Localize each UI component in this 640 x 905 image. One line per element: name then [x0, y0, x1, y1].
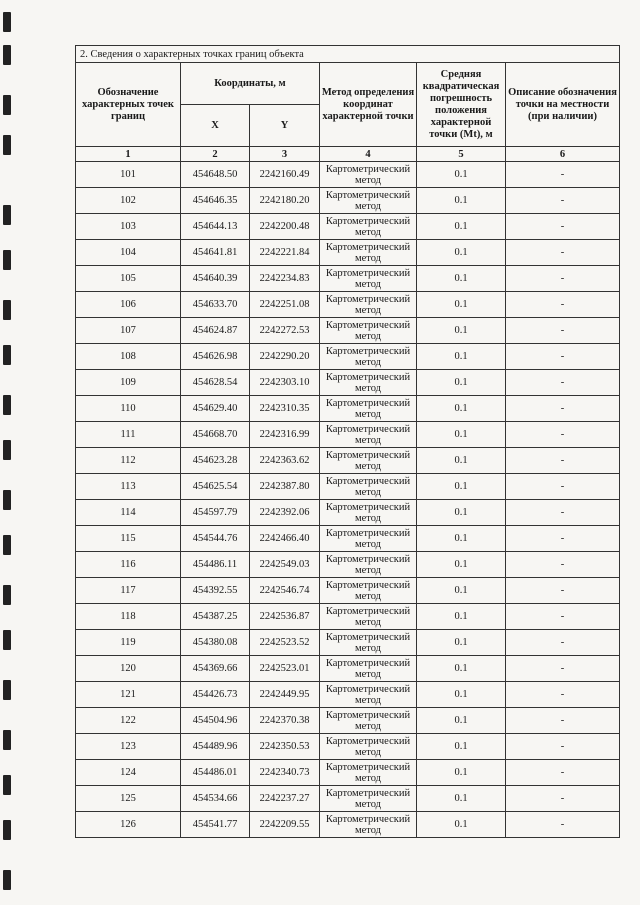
coord-x-cell: 454624.87 [181, 318, 250, 344]
coord-y-cell: 2242221.84 [250, 240, 320, 266]
section-title: 2. Сведения о характерных точках границ объекта [76, 46, 620, 63]
table-row [76, 630, 620, 656]
column-number: 2 [181, 147, 250, 162]
mt-error-cell: 0.1 [417, 448, 506, 474]
mt-error-cell: 0.1 [417, 682, 506, 708]
point-id-cell: 122 [76, 708, 181, 734]
method-cell: Картометрический метод [320, 760, 417, 786]
coord-y-cell: 2242523.52 [250, 630, 320, 656]
description-cell: - [506, 578, 620, 604]
coord-x-cell: 454392.55 [181, 578, 250, 604]
method-cell: Картометрический метод [320, 578, 417, 604]
coord-y-cell: 2242200.48 [250, 214, 320, 240]
binding-hole [3, 135, 11, 155]
header-x: X [181, 105, 250, 147]
coord-y-cell: 2242549.03 [250, 552, 320, 578]
mt-error-cell: 0.1 [417, 526, 506, 552]
binding-hole [3, 205, 11, 225]
point-id-cell: 101 [76, 162, 181, 188]
method-cell: Картометрический метод [320, 448, 417, 474]
mt-error-cell: 0.1 [417, 240, 506, 266]
header-description: Описание обозначения точки на местности (при наличии) [506, 63, 620, 147]
coord-x-cell: 454504.96 [181, 708, 250, 734]
coord-y-cell: 2242392.06 [250, 500, 320, 526]
point-id-cell: 108 [76, 344, 181, 370]
mt-error-cell: 0.1 [417, 604, 506, 630]
mt-error-cell: 0.1 [417, 812, 506, 838]
description-cell: - [506, 760, 620, 786]
description-cell: - [506, 214, 620, 240]
column-number: 5 [417, 147, 506, 162]
point-id-cell: 114 [76, 500, 181, 526]
binding-hole [3, 300, 11, 320]
coord-x-cell: 454668.70 [181, 422, 250, 448]
header-coordinates: Координаты, м [181, 63, 320, 105]
coord-x-cell: 454489.96 [181, 734, 250, 760]
method-cell: Картометрический метод [320, 344, 417, 370]
description-cell: - [506, 630, 620, 656]
binding-hole [3, 345, 11, 365]
description-cell: - [506, 162, 620, 188]
mt-error-cell: 0.1 [417, 734, 506, 760]
point-id-cell: 112 [76, 448, 181, 474]
table-row [76, 188, 620, 214]
coord-x-cell: 454623.28 [181, 448, 250, 474]
method-cell: Картометрический метод [320, 552, 417, 578]
coord-y-cell: 2242237.27 [250, 786, 320, 812]
coord-x-cell: 454597.79 [181, 500, 250, 526]
coord-y-cell: 2242290.20 [250, 344, 320, 370]
binding-hole [3, 440, 11, 460]
point-id-cell: 103 [76, 214, 181, 240]
coord-y-cell: 2242523.01 [250, 656, 320, 682]
header-y: Y [250, 105, 320, 147]
point-id-cell: 119 [76, 630, 181, 656]
method-cell: Картометрический метод [320, 500, 417, 526]
coord-x-cell: 454648.50 [181, 162, 250, 188]
table-row [76, 578, 620, 604]
coord-y-cell: 2242251.08 [250, 292, 320, 318]
description-cell: - [506, 266, 620, 292]
mt-error-cell: 0.1 [417, 786, 506, 812]
table-row [76, 656, 620, 682]
description-cell: - [506, 396, 620, 422]
point-id-cell: 124 [76, 760, 181, 786]
coord-x-cell: 454426.73 [181, 682, 250, 708]
boundary-points-table [75, 45, 620, 838]
description-cell: - [506, 812, 620, 838]
point-id-cell: 106 [76, 292, 181, 318]
method-cell: Картометрический метод [320, 708, 417, 734]
method-cell: Картометрический метод [320, 526, 417, 552]
method-cell: Картометрический метод [320, 266, 417, 292]
table-row [76, 682, 620, 708]
description-cell: - [506, 500, 620, 526]
column-number: 1 [76, 147, 181, 162]
mt-error-cell: 0.1 [417, 370, 506, 396]
mt-error-cell: 0.1 [417, 708, 506, 734]
mt-error-cell: 0.1 [417, 500, 506, 526]
coord-y-cell: 2242340.73 [250, 760, 320, 786]
table-row [76, 786, 620, 812]
table-row [76, 214, 620, 240]
coord-x-cell: 454544.76 [181, 526, 250, 552]
table-row [76, 552, 620, 578]
coord-y-cell: 2242546.74 [250, 578, 320, 604]
coord-x-cell: 454629.40 [181, 396, 250, 422]
description-cell: - [506, 708, 620, 734]
coord-y-cell: 2242303.10 [250, 370, 320, 396]
coord-y-cell: 2242316.99 [250, 422, 320, 448]
description-cell: - [506, 370, 620, 396]
method-cell: Картометрический метод [320, 214, 417, 240]
coord-y-cell: 2242272.53 [250, 318, 320, 344]
description-cell: - [506, 604, 620, 630]
table-row [76, 344, 620, 370]
coord-x-cell: 454541.77 [181, 812, 250, 838]
coord-x-cell: 454486.01 [181, 760, 250, 786]
binding-hole [3, 535, 11, 555]
coord-x-cell: 454626.98 [181, 344, 250, 370]
description-cell: - [506, 786, 620, 812]
coord-x-cell: 454644.13 [181, 214, 250, 240]
coord-x-cell: 454633.70 [181, 292, 250, 318]
column-number: 4 [320, 147, 417, 162]
description-cell: - [506, 474, 620, 500]
binding-hole [3, 395, 11, 415]
point-id-cell: 126 [76, 812, 181, 838]
coord-x-cell: 454646.35 [181, 188, 250, 214]
coord-x-cell: 454380.08 [181, 630, 250, 656]
point-id-cell: 117 [76, 578, 181, 604]
binding-hole [3, 45, 11, 65]
table-row [76, 162, 620, 188]
point-id-cell: 102 [76, 188, 181, 214]
description-cell: - [506, 422, 620, 448]
method-cell: Картометрический метод [320, 292, 417, 318]
point-id-cell: 115 [76, 526, 181, 552]
mt-error-cell: 0.1 [417, 630, 506, 656]
binding-hole [3, 12, 11, 32]
point-id-cell: 121 [76, 682, 181, 708]
table-row [76, 422, 620, 448]
binding-holes [0, 0, 22, 905]
method-cell: Картометрический метод [320, 656, 417, 682]
coord-y-cell: 2242209.55 [250, 812, 320, 838]
table-row [76, 474, 620, 500]
coord-x-cell: 454486.11 [181, 552, 250, 578]
method-cell: Картометрический метод [320, 630, 417, 656]
mt-error-cell: 0.1 [417, 266, 506, 292]
column-number: 6 [506, 147, 620, 162]
coord-y-cell: 2242536.87 [250, 604, 320, 630]
table-row [76, 292, 620, 318]
column-number: 3 [250, 147, 320, 162]
binding-hole [3, 775, 11, 795]
method-cell: Картометрический метод [320, 396, 417, 422]
binding-hole [3, 680, 11, 700]
description-cell: - [506, 188, 620, 214]
description-cell: - [506, 240, 620, 266]
table-row [76, 448, 620, 474]
mt-error-cell: 0.1 [417, 162, 506, 188]
mt-error-cell: 0.1 [417, 656, 506, 682]
table-row [76, 370, 620, 396]
point-id-cell: 104 [76, 240, 181, 266]
point-id-cell: 107 [76, 318, 181, 344]
mt-error-cell: 0.1 [417, 318, 506, 344]
coord-x-cell: 454640.39 [181, 266, 250, 292]
point-id-cell: 123 [76, 734, 181, 760]
mt-error-cell: 0.1 [417, 344, 506, 370]
method-cell: Картометрический метод [320, 682, 417, 708]
method-cell: Картометрический метод [320, 604, 417, 630]
table-row [76, 526, 620, 552]
point-id-cell: 113 [76, 474, 181, 500]
mt-error-cell: 0.1 [417, 188, 506, 214]
coord-y-cell: 2242449.95 [250, 682, 320, 708]
coord-y-cell: 2242234.83 [250, 266, 320, 292]
description-cell: - [506, 292, 620, 318]
point-id-cell: 105 [76, 266, 181, 292]
coord-y-cell: 2242363.62 [250, 448, 320, 474]
mt-error-cell: 0.1 [417, 474, 506, 500]
table-row [76, 266, 620, 292]
method-cell: Картометрический метод [320, 734, 417, 760]
binding-hole [3, 820, 11, 840]
point-id-cell: 110 [76, 396, 181, 422]
point-id-cell: 120 [76, 656, 181, 682]
description-cell: - [506, 448, 620, 474]
header-method: Метод определения координат характерной точки [320, 63, 417, 147]
method-cell: Картометрический метод [320, 318, 417, 344]
header-error: Средняя квадратическая погрешность положения характерной точки (Mt), м [417, 63, 506, 147]
method-cell: Картометрический метод [320, 188, 417, 214]
point-id-cell: 125 [76, 786, 181, 812]
binding-hole [3, 95, 11, 115]
table-row [76, 708, 620, 734]
description-cell: - [506, 318, 620, 344]
description-cell: - [506, 526, 620, 552]
coord-x-cell: 454369.66 [181, 656, 250, 682]
method-cell: Картометрический метод [320, 240, 417, 266]
method-cell: Картометрический метод [320, 370, 417, 396]
point-id-cell: 118 [76, 604, 181, 630]
binding-hole [3, 250, 11, 270]
coord-y-cell: 2242350.53 [250, 734, 320, 760]
coord-x-cell: 454534.66 [181, 786, 250, 812]
coord-x-cell: 454625.54 [181, 474, 250, 500]
description-cell: - [506, 734, 620, 760]
binding-hole [3, 730, 11, 750]
description-cell: - [506, 552, 620, 578]
method-cell: Картометрический метод [320, 474, 417, 500]
point-id-cell: 111 [76, 422, 181, 448]
method-cell: Картометрический метод [320, 786, 417, 812]
binding-hole [3, 585, 11, 605]
table-row [76, 760, 620, 786]
table-row [76, 318, 620, 344]
coord-y-cell: 2242466.40 [250, 526, 320, 552]
binding-hole [3, 490, 11, 510]
method-cell: Картометрический метод [320, 162, 417, 188]
table-row [76, 396, 620, 422]
mt-error-cell: 0.1 [417, 578, 506, 604]
binding-hole [3, 630, 11, 650]
point-id-cell: 116 [76, 552, 181, 578]
coord-y-cell: 2242310.35 [250, 396, 320, 422]
method-cell: Картометрический метод [320, 812, 417, 838]
mt-error-cell: 0.1 [417, 214, 506, 240]
binding-hole [3, 870, 11, 890]
method-cell: Картометрический метод [320, 422, 417, 448]
mt-error-cell: 0.1 [417, 292, 506, 318]
table-row [76, 734, 620, 760]
coord-y-cell: 2242180.20 [250, 188, 320, 214]
coord-x-cell: 454387.25 [181, 604, 250, 630]
coord-x-cell: 454641.81 [181, 240, 250, 266]
coord-y-cell: 2242370.38 [250, 708, 320, 734]
mt-error-cell: 0.1 [417, 760, 506, 786]
mt-error-cell: 0.1 [417, 396, 506, 422]
document-sheet [75, 45, 619, 838]
description-cell: - [506, 682, 620, 708]
coord-y-cell: 2242160.49 [250, 162, 320, 188]
table-row [76, 500, 620, 526]
coord-x-cell: 454628.54 [181, 370, 250, 396]
table-row [76, 604, 620, 630]
description-cell: - [506, 344, 620, 370]
point-id-cell: 109 [76, 370, 181, 396]
header-designation: Обозначение характерных точек границ [76, 63, 181, 147]
table-row [76, 240, 620, 266]
description-cell: - [506, 656, 620, 682]
table-row [76, 812, 620, 838]
mt-error-cell: 0.1 [417, 552, 506, 578]
mt-error-cell: 0.1 [417, 422, 506, 448]
coord-y-cell: 2242387.80 [250, 474, 320, 500]
